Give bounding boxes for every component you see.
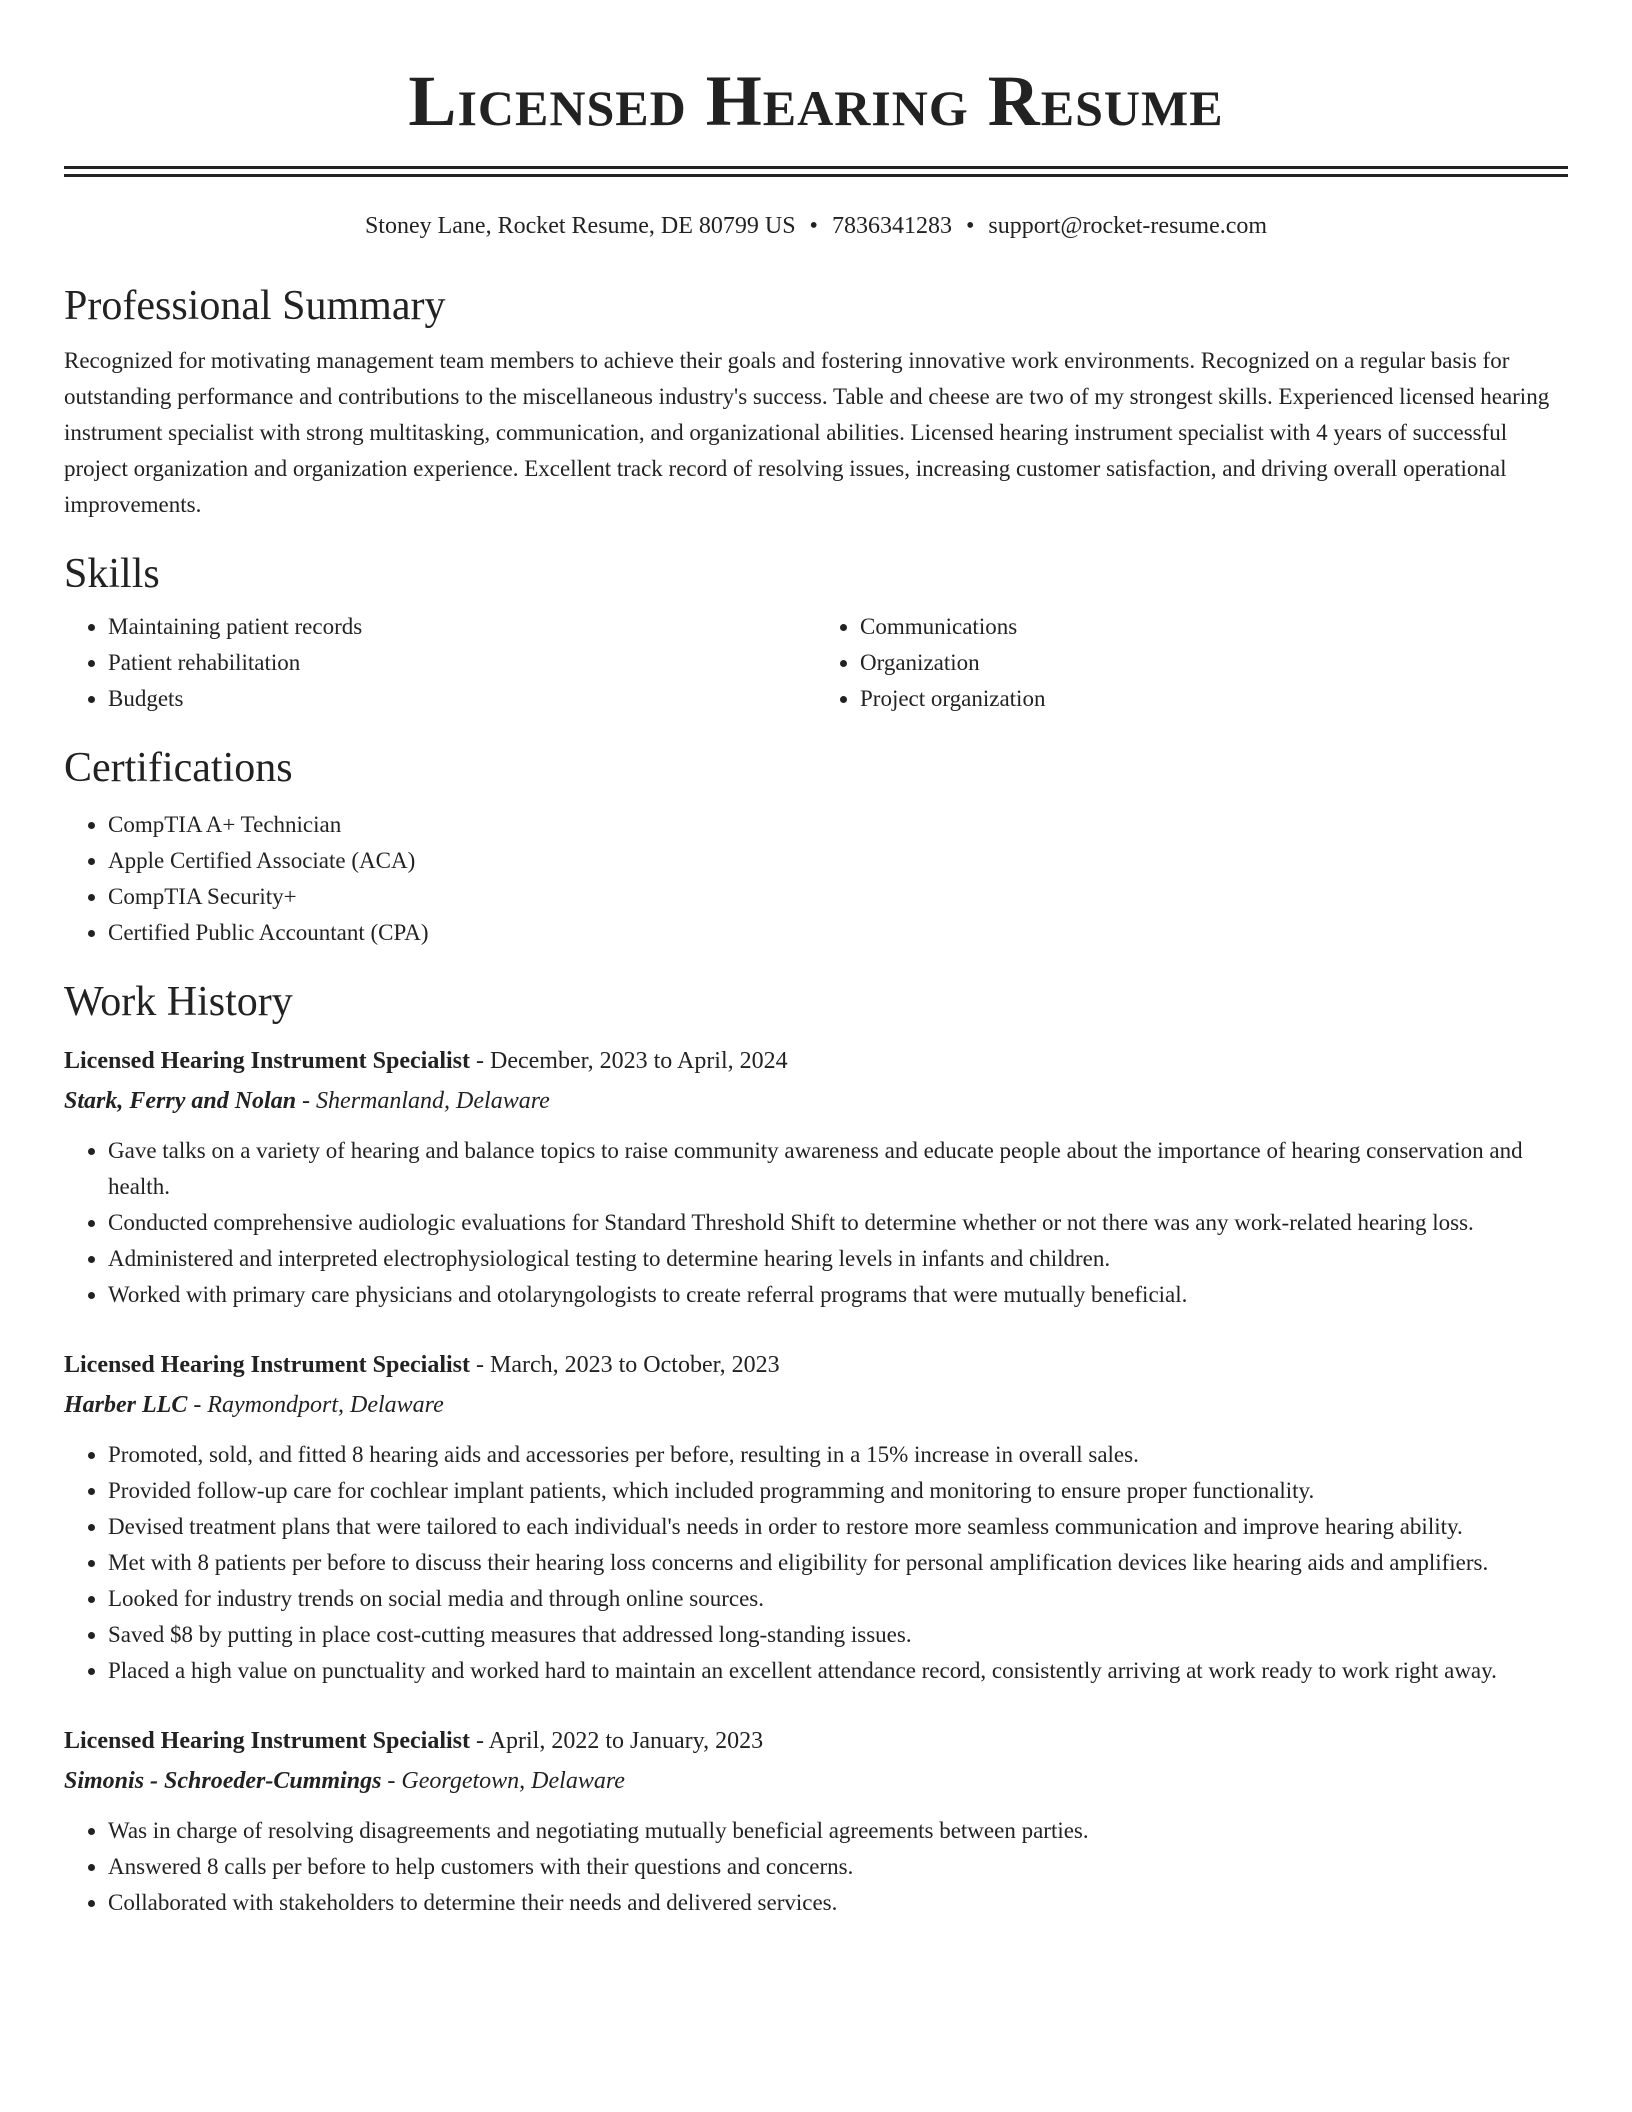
skills-list-right xyxy=(816,609,1568,717)
certifications-heading: Certifications xyxy=(64,745,293,791)
certification-item: • CompTIA A+ Technician xyxy=(108,807,1568,843)
job-bullet: • Answered 8 calls per before to help customers with their questions and concerns. xyxy=(108,1849,1568,1885)
job-entry xyxy=(64,1721,1568,1921)
job-bullet: • Worked with primary care physicians and otolaryngologists to create referral programs that were mutually beneficial. xyxy=(108,1277,1568,1313)
contact-separator: • xyxy=(965,213,975,239)
job-bullets xyxy=(64,1133,1568,1313)
job-dates: December, 2023 to April, 2024 xyxy=(490,1048,788,1074)
job-entry xyxy=(64,1345,1568,1689)
job-company-line xyxy=(64,1761,1568,1801)
job-location: Georgetown, Delaware xyxy=(401,1768,625,1794)
summary-heading: Professional Summary xyxy=(64,283,446,329)
skills-heading: Skills xyxy=(64,551,160,597)
job-dash: - xyxy=(470,1048,490,1074)
job-bullets xyxy=(64,1813,1568,1921)
certification-item: • CompTIA Security+ xyxy=(108,879,1568,915)
job-title: Licensed Hearing Instrument Specialist xyxy=(64,1728,470,1754)
certifications-list xyxy=(64,807,1568,951)
job-bullet: • Looked for industry trends on social media and through online sources. xyxy=(108,1581,1568,1617)
skills-columns xyxy=(64,609,1568,717)
job-entry xyxy=(64,1041,1568,1313)
skill-item: • Communications xyxy=(860,609,1568,645)
job-dash: - xyxy=(470,1728,489,1754)
job-bullet: • Saved $8 by putting in place cost-cutting measures that addressed long-standing issues. xyxy=(108,1617,1568,1653)
contact-email: support@rocket-resume.com xyxy=(988,213,1268,239)
skill-item: • Project organization xyxy=(860,681,1568,717)
job-company: Stark, Ferry and Nolan xyxy=(64,1088,297,1114)
skill-item: • Maintaining patient records xyxy=(108,609,816,645)
job-bullet: • Provided follow-up care for cochlear implant patients, which included programming and monitoring to ensure proper functionality. xyxy=(108,1473,1568,1509)
skill-item: • Organization xyxy=(860,645,1568,681)
job-bullet: • Administered and interpreted electrophysiological testing to determine hearing levels in infants and children. xyxy=(108,1241,1568,1277)
job-dash: - xyxy=(187,1392,208,1418)
job-location: Raymondport, Delaware xyxy=(207,1392,444,1418)
job-dash: - xyxy=(296,1088,317,1114)
job-bullet: • Promoted, sold, and fitted 8 hearing aids and accessories per before, resulting in a 15% increase in overall sales. xyxy=(108,1437,1568,1473)
job-title: Licensed Hearing Instrument Specialist xyxy=(64,1048,470,1074)
contact-address: Stoney Lane, Rocket Resume, DE 80799 US xyxy=(364,213,796,239)
job-bullet: • Devised treatment plans that were tailored to each individual's needs in order to restore more seamless communication and improve hearing ability. xyxy=(108,1509,1568,1545)
job-bullet: • Placed a high value on punctuality and worked hard to maintain an excellent attendance record, consistently arriving at work ready to work right away. xyxy=(108,1653,1568,1689)
contact-line xyxy=(64,211,1568,241)
job-company: Harber LLC xyxy=(64,1392,188,1418)
job-dates: March, 2023 to October, 2023 xyxy=(490,1352,780,1378)
job-bullet: • Conducted comprehensive audiologic evaluations for Standard Threshold Shift to determine whether or not there was any work-related hearing loss. xyxy=(108,1205,1568,1241)
job-title-line xyxy=(64,1721,1568,1761)
summary-text: Recognized for motivating management team members to achieve their goals and fostering innovative work environments. Recognized on a regular basis for outstanding performance and contributions to the miscellaneous industry's success. Table and cheese are two of my strongest skills. Experienced licensed hearing instrument specialist with strong multitasking, communication, and organizational abilities. Licensed hearing instrument specialist with 4 years of successful project organization and organization experience. Excellent track record of resolving issues, increasing customer satisfaction, and driving overall operational improvements. xyxy=(64,348,1550,517)
job-bullet: • Met with 8 patients per before to discuss their hearing loss concerns and eligibility for personal amplification devices like hearing aids and amplifiers. xyxy=(108,1545,1568,1581)
work-history-heading: Work History xyxy=(64,979,293,1025)
job-bullet: • Collaborated with stakeholders to determine their needs and delivered services. xyxy=(108,1885,1568,1921)
job-company-line xyxy=(64,1081,1568,1121)
job-bullets xyxy=(64,1437,1568,1689)
job-location: Shermanland, Delaware xyxy=(316,1088,550,1114)
skill-item: • Patient rehabilitation xyxy=(108,645,816,681)
job-title: Licensed Hearing Instrument Specialist xyxy=(64,1352,470,1378)
contact-phone: 7836341283 xyxy=(831,213,952,239)
job-bullet: • Was in charge of resolving disagreements and negotiating mutually beneficial agreements between parties. xyxy=(108,1813,1568,1849)
job-company-line xyxy=(64,1385,1568,1425)
skill-item: • Budgets xyxy=(108,681,816,717)
resume-title: Licensed Hearing Resume xyxy=(408,61,1224,141)
job-dates: April, 2022 to January, 2023 xyxy=(488,1728,764,1754)
job-dash: - xyxy=(381,1768,402,1794)
contact-separator: • xyxy=(809,213,818,239)
title-double-rule xyxy=(64,166,1568,177)
job-title-line xyxy=(64,1041,1568,1081)
certification-item: • Apple Certified Associate (ACA) xyxy=(108,843,1568,879)
job-company: Simonis - Schroeder-Cummings xyxy=(64,1768,382,1794)
job-bullet: • Gave talks on a variety of hearing and balance topics to raise community awareness and educate people about the importance of hearing conservation and health. xyxy=(108,1133,1568,1205)
job-title-line xyxy=(64,1345,1568,1385)
skills-list-left xyxy=(64,609,816,717)
job-dash: - xyxy=(470,1352,490,1378)
certification-item: • Certified Public Accountant (CPA) xyxy=(108,915,1568,951)
